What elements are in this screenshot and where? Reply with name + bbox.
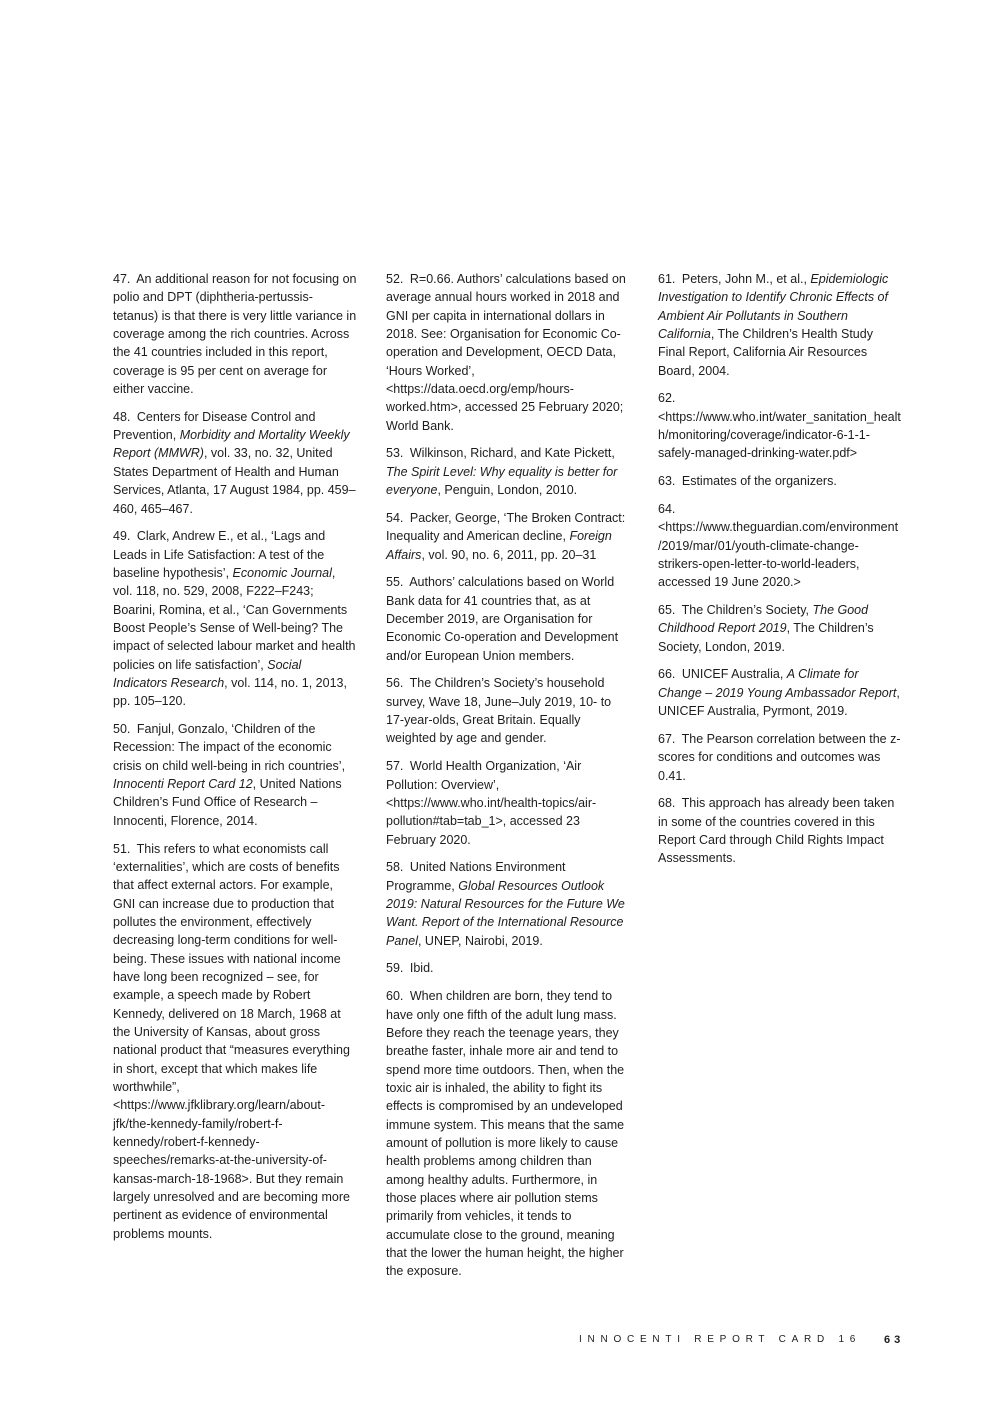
endnote-text: , United Nations Children’s Fund Office of Research – Innocenti, Florence, 2014. bbox=[113, 777, 342, 828]
endnotes-column-3 bbox=[658, 270, 902, 877]
endnote-text: World Health Organization, ‘Air Pollution: Overview’, <https://www.who.int/health-topics/air-pollution#tab=tab_1>, accessed 23 February 2020. bbox=[386, 759, 597, 847]
endnote-text: Wilkinson, Richard, and Kate Pickett, bbox=[409, 446, 615, 461]
endnote-number: 49. bbox=[113, 529, 131, 544]
endnote-text: <https://www.who.int/water_sanitation_health/monitoring/coverage/indicator-6-1-1-safely-managed-drinking-water.pdf> bbox=[658, 409, 901, 461]
endnote-text: Ibid. bbox=[409, 961, 434, 976]
endnote-text: , vol. 90, no. 6, 2011, pp. 20–31 bbox=[421, 547, 597, 562]
endnote-49 bbox=[113, 527, 357, 710]
cited-work-title: The Spirit Level: Why equality is better for everyone bbox=[386, 464, 618, 498]
endnote-text: The Pearson correlation between the z-scores for conditions and outcomes was 0.41. bbox=[658, 731, 901, 783]
endnote-text: , vol. 114, no. 1, 2013, pp. 105–120. bbox=[113, 676, 347, 709]
endnote-62 bbox=[658, 389, 902, 462]
endnote-66 bbox=[658, 665, 902, 720]
endnote-text: Authors’ calculations based on World Bank data for 41 countries that, as at December 2019, are Organisation for Economic Co-operation and Development and/or European Union members. bbox=[386, 575, 619, 663]
endnote-47 bbox=[113, 270, 357, 398]
endnote-text: United Nations Environment Programme, bbox=[386, 860, 566, 893]
endnote-number: 63. bbox=[658, 474, 676, 489]
endnote-53 bbox=[386, 444, 630, 499]
cited-work-title: Global Resources Outlook 2019: Natural Resources for the Future We Want. Report of the International Resource Panel bbox=[386, 878, 625, 948]
endnote-text: Peters, John M., et al., bbox=[681, 272, 811, 286]
endnote-text: This approach has already been taken in some of the countries covered in this Report Card through Child Rights Impact Assessments. bbox=[658, 796, 895, 866]
page-number: 63 bbox=[884, 1334, 905, 1346]
endnote-number: 57. bbox=[386, 759, 404, 774]
footer-running-title: INNOCENTI REPORT CARD 16 bbox=[579, 1334, 862, 1345]
endnote-number: 48. bbox=[113, 409, 131, 424]
endnote-text: , The Children’s Society, London, 2019. bbox=[658, 621, 874, 654]
endnote-67 bbox=[658, 730, 902, 785]
endnote-50 bbox=[113, 720, 357, 830]
endnotes-column-2 bbox=[386, 270, 630, 1290]
endnote-54 bbox=[386, 509, 630, 564]
cited-work-title: Foreign Affairs bbox=[386, 529, 612, 562]
endnote-number: 58. bbox=[386, 860, 404, 875]
endnote-number: 68. bbox=[658, 796, 676, 811]
endnote-text: , vol. 33, no. 32, United States Department of Health and Human Services, Atlanta, 17 August 1984, pp. 459–460, 465–467. bbox=[113, 446, 356, 516]
endnote-text: Fanjul, Gonzalo, ‘Children of the Recession: The impact of the economic crisis on child well-being in rich countries’, bbox=[113, 722, 346, 773]
endnote-63 bbox=[658, 472, 902, 490]
endnote-text: , UNEP, Nairobi, 2019. bbox=[417, 933, 543, 948]
endnote-text: When children are born, they tend to have only one fifth of the adult lung mass. Before they reach the teenage years, they breathe faster, inhale more air and tend to spend more time outdoors. Then, when the toxic air is inhaled, the ability to fight its effects is compromised by an undeveloped immune system. This means that the same amount of pollution is more likely to cause health problems among children than among healthy adults. Furthermore, in those places where air pollution stems primarily from vehicles, it tends to accumulate close to the ground, meaning that the lower the human height, the higher the exposure. bbox=[386, 989, 625, 1279]
endnote-text: , vol. 118, no. 529, 2008, F222–F243; Boarini, Romina, et al., ‘Can Governments Boost People’s Sense of Well-being? The impact of selected labour market and health policies on life satisfaction’, bbox=[113, 565, 356, 672]
cited-work-title: Economic Journal bbox=[232, 565, 332, 580]
endnote-text: This refers to what economists call ‘externalities’, which are costs of benefits that affect external actors. For example, GNI can increase due to production that pollutes the environment, effectively decreasing long-term conditions for well-being. These issues with national income have long been recognized – see, for example, a speech made by Robert Kennedy, delivered on 18 March, 1968 at the University of Kansas, about gross national product that “measures everything in short, except that which makes life worthwhile”, <https://www.jfklibrary.org/learn/about-jfk/the-kennedy-family/robert-f-kennedy/robert-f-kennedy-speeches/remarks-at-the-university-of-kansas-march-18-1968>. But they remain largely unresolved and are becoming more pertinent as evidence of environmental problems mounts. bbox=[113, 841, 350, 1241]
endnote-number: 55. bbox=[386, 575, 404, 590]
endnote-number: 62. bbox=[658, 391, 676, 406]
endnote-text: An additional reason for not focusing on polio and DPT (diphtheria-pertussis-tetanus) is that there is very little variance in coverage among the rich countries. Across the 41 countries included in this report, coverage is 95 per cent on average for either vaccine. bbox=[113, 272, 357, 397]
endnote-48 bbox=[113, 408, 357, 518]
cited-work-title: A Climate for Change – 2019 Young Ambassador Report bbox=[658, 667, 897, 700]
endnote-text: The Children’s Society’s household survey, Wave 18, June–July 2019, 10- to 17-year-olds, Great Britain. Equally weighted by age and gender. bbox=[386, 676, 612, 746]
endnote-text: , Penguin, London, 2010. bbox=[437, 483, 578, 498]
endnote-text: Centers for Disease Control and Prevention, bbox=[113, 409, 316, 443]
endnote-number: 47. bbox=[113, 272, 131, 286]
endnote-text: R=0.66. Authors’ calculations based on average annual hours worked in 2018 and GNI per capita in international dollars in 2018. See: Organisation for Economic Co-operation and Development, OECD Data, ‘Hours Worked’, <https://data.oecd.org/emp/hours-worked.htm>, accessed 25 February 2020; World Bank. bbox=[386, 272, 626, 433]
endnote-60 bbox=[386, 987, 630, 1281]
endnote-56 bbox=[386, 674, 630, 747]
endnote-number: 65. bbox=[658, 603, 676, 618]
endnote-number: 66. bbox=[658, 667, 676, 682]
endnote-number: 61. bbox=[658, 272, 676, 286]
endnote-51 bbox=[113, 840, 357, 1244]
endnote-number: 56. bbox=[386, 676, 404, 691]
endnote-text: Estimates of the organizers. bbox=[681, 474, 837, 489]
endnote-55 bbox=[386, 573, 630, 665]
endnote-text: Packer, George, ‘The Broken Contract: Inequality and American decline, bbox=[386, 510, 626, 544]
endnote-text: <https://www.theguardian.com/environment/2019/mar/01/youth-climate-change-strikers-open-letter-to-world-leaders, accessed 19 June 2020.> bbox=[658, 520, 899, 590]
endnotes-column-1 bbox=[113, 270, 357, 1252]
endnote-57 bbox=[386, 757, 630, 849]
endnote-number: 60. bbox=[386, 989, 404, 1004]
endnote-number: 67. bbox=[658, 731, 676, 746]
cited-work-title: The Good Childhood Report 2019 bbox=[658, 603, 869, 636]
endnote-number: 64. bbox=[658, 501, 676, 516]
endnote-number: 51. bbox=[113, 841, 131, 856]
endnote-59 bbox=[386, 959, 630, 977]
endnote-number: 50. bbox=[113, 722, 131, 737]
endnote-number: 59. bbox=[386, 961, 404, 976]
endnote-text: UNICEF Australia, bbox=[681, 667, 787, 682]
cited-work-title: Innocenti Report Card 12 bbox=[113, 777, 253, 792]
cited-work-title: Epidemiologic Investigation to Identify Chronic Effects of Ambient Air Pollutants in Southern California bbox=[658, 272, 889, 342]
endnote-text: Clark, Andrew E., et al., ‘Lags and Leads in Life Satisfaction: A test of the baseline hypothesis’, bbox=[113, 529, 326, 580]
cited-work-title: Morbidity and Mortality Weekly Report (MMWR) bbox=[113, 428, 350, 461]
endnote-61 bbox=[658, 270, 902, 380]
endnote-64 bbox=[658, 500, 902, 592]
endnote-number: 54. bbox=[386, 510, 404, 525]
endnote-68 bbox=[658, 794, 902, 867]
endnote-text: , UNICEF Australia, Pyrmont, 2019. bbox=[658, 685, 900, 719]
cited-work-title: Social Indicators Research bbox=[113, 657, 302, 690]
endnote-65 bbox=[658, 601, 902, 656]
endnote-text: The Children’s Society, bbox=[681, 603, 813, 618]
endnote-number: 52. bbox=[386, 272, 404, 286]
endnote-text: , The Children’s Health Study Final Report, California Air Resources Board, 2004. bbox=[658, 327, 873, 378]
endnote-52 bbox=[386, 270, 630, 435]
endnote-58 bbox=[386, 858, 630, 950]
endnote-number: 53. bbox=[386, 446, 404, 461]
